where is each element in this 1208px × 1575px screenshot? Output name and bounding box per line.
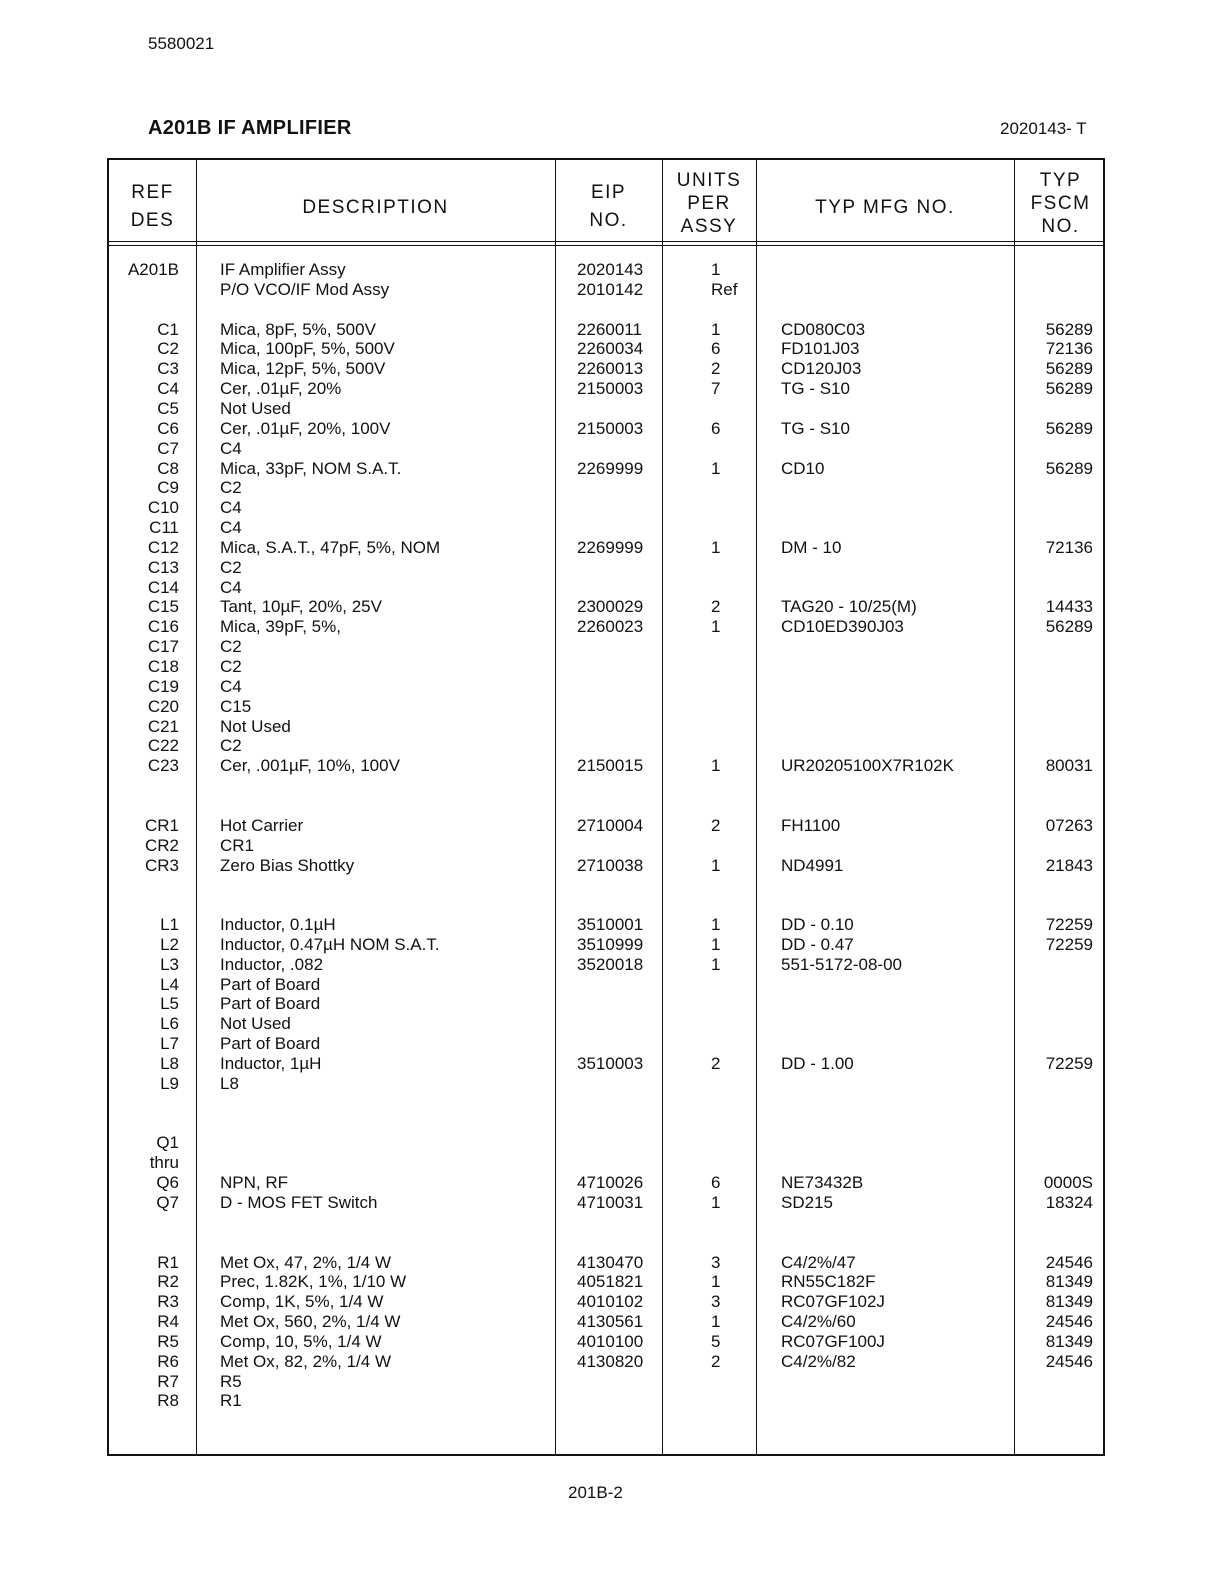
table-row [109, 399, 1103, 419]
cell-eip: 2260034 [577, 339, 644, 359]
page-title: A201B IF AMPLIFIER [148, 117, 352, 139]
cell-desc: C15 [220, 696, 252, 716]
cell-ref: C14 [147, 577, 179, 597]
cell-desc: Hot Carrier [220, 815, 304, 835]
cell-units: 1 [711, 458, 721, 478]
cell-fscm: 80031 [1045, 756, 1093, 776]
cell-desc: C2 [220, 657, 242, 676]
cell-fscm: 72259 [1045, 1054, 1093, 1073]
cell-ref: R6 [157, 1351, 179, 1371]
cell-ref: C15 [147, 597, 179, 617]
table-row [109, 1312, 1103, 1332]
cell-fscm: 24546 [1045, 1252, 1093, 1272]
cell-eip: 3510999 [577, 934, 644, 954]
cell-desc: Cer, .01µF, 20% [220, 379, 342, 399]
cell-mfg: FD101J03 [781, 339, 860, 359]
table-row [109, 379, 1103, 399]
cell-ref: L7 [160, 1034, 179, 1054]
cell-desc: Not Used [220, 398, 291, 418]
cell-fscm: 56289 [1045, 418, 1093, 438]
cell-fscm: 81349 [1045, 1292, 1093, 1312]
table-row [109, 816, 1103, 836]
cell-mfg: DD - 1.00 [781, 1054, 854, 1073]
table-row [109, 657, 1103, 677]
cell-fscm: 56289 [1045, 458, 1093, 478]
cell-ref: R4 [157, 1312, 179, 1332]
cell-ref: R3 [157, 1292, 179, 1312]
table-row [109, 339, 1103, 359]
cell-eip: 3520018 [577, 954, 644, 974]
cell-ref: C22 [147, 736, 179, 756]
table-row [109, 1272, 1103, 1292]
cell-desc: C4 [220, 577, 242, 597]
cell-ref: C1 [157, 319, 179, 339]
cell-mfg: C4/2%/60 [781, 1312, 856, 1332]
table-row [109, 459, 1103, 479]
table-row [109, 736, 1103, 756]
cell-units: 1 [711, 855, 721, 875]
page-number: 201B-2 [568, 1483, 623, 1502]
cell-mfg: CD10 [781, 458, 825, 478]
table-row [109, 617, 1103, 637]
table-row [109, 677, 1103, 697]
cell-ref: L8 [160, 1054, 179, 1073]
table-row [109, 637, 1103, 657]
cell-desc: Inductor, .082 [220, 954, 324, 974]
cell-ref: R1 [157, 1252, 179, 1272]
cell-units: 1 [711, 617, 721, 637]
table-row [109, 1372, 1103, 1392]
cell-desc: Met Ox, 82, 2%, 1/4 W [220, 1351, 392, 1371]
cell-ref: C20 [147, 696, 179, 716]
cell-units: 2 [711, 597, 721, 617]
assembly-part-number: 2020143- T [1000, 119, 1087, 138]
table-row [109, 518, 1103, 538]
cell-eip: 2150015 [577, 756, 644, 776]
cell-eip: 2260013 [577, 359, 644, 379]
table-row [109, 935, 1103, 955]
cell-eip: 4710026 [577, 1173, 644, 1193]
cell-desc: D - MOS FET Switch [220, 1192, 378, 1212]
cell-units: 3 [711, 1292, 721, 1312]
table-row [109, 717, 1103, 737]
header-typ-fscm-no: TYP FSCM NO. [1030, 170, 1091, 237]
cell-eip: 2710038 [577, 855, 644, 875]
cell-fscm: 24546 [1045, 1351, 1093, 1371]
cell-mfg: NE73432B [781, 1173, 864, 1193]
cell-units: 2 [711, 815, 721, 835]
cell-eip: 2269999 [577, 458, 644, 478]
table-row [109, 1173, 1103, 1193]
table-row [109, 915, 1103, 935]
cell-desc: Met Ox, 560, 2%, 1/4 W [220, 1312, 401, 1332]
cell-desc: Zero Bias Shottky [220, 855, 355, 875]
cell-ref: L2 [160, 934, 179, 954]
cell-units: 1 [711, 756, 721, 776]
cell-eip: 3510001 [577, 915, 644, 935]
cell-desc: R1 [220, 1391, 242, 1411]
cell-ref: C10 [147, 498, 179, 518]
cell-ref: C8 [157, 458, 179, 478]
cell-desc: IF Amplifier Assy [220, 260, 346, 279]
cell-ref: C5 [157, 398, 179, 418]
cell-desc: Part of Board [220, 994, 321, 1014]
cell-mfg: CD080C03 [781, 319, 866, 339]
cell-units: 1 [711, 1192, 721, 1212]
cell-desc: C4 [220, 518, 242, 538]
cell-units: 1 [711, 954, 721, 974]
cell-desc: P/O VCO/IF Mod Assy [220, 279, 390, 299]
cell-eip: 2010142 [577, 279, 644, 299]
cell-desc: Cer, .001µF, 10%, 100V [220, 756, 400, 776]
table-row [109, 320, 1103, 340]
cell-desc: Inductor, 1µH [220, 1054, 322, 1073]
cell-desc: Mica, S.A.T., 47pF, 5%, NOM [220, 537, 441, 557]
cell-fscm: 72136 [1045, 339, 1093, 359]
table-row [109, 856, 1103, 876]
cell-fscm: 07263 [1045, 815, 1093, 835]
cell-fscm: 56289 [1045, 379, 1093, 399]
cell-units: 2 [711, 1351, 721, 1371]
cell-eip: 2260011 [577, 319, 642, 339]
cell-desc: C4 [220, 676, 242, 696]
cell-desc: Inductor, 0.1µH [220, 915, 336, 935]
cell-ref: C3 [157, 359, 179, 379]
cell-ref: R7 [157, 1371, 179, 1391]
header-eip-no: EIP NO. [589, 182, 628, 231]
table-row [109, 1133, 1103, 1153]
cell-ref: C9 [157, 478, 179, 498]
table-row [109, 1292, 1103, 1312]
cell-mfg: CD10ED390J03 [781, 617, 904, 637]
table-row [109, 538, 1103, 558]
cell-fscm: 56289 [1045, 319, 1093, 339]
cell-desc: Prec, 1.82K, 1%, 1/10 W [220, 1272, 407, 1292]
cell-ref: C7 [157, 438, 179, 458]
cell-desc: Not Used [220, 1014, 291, 1034]
cell-ref: L1 [160, 915, 179, 935]
cell-eip: 4130820 [577, 1351, 644, 1371]
cell-desc: CR1 [220, 835, 255, 855]
header-divider [109, 241, 1103, 242]
cell-fscm: 72136 [1045, 537, 1093, 557]
cell-ref: C12 [147, 537, 179, 557]
cell-desc: Mica, 100pF, 5%, 500V [220, 339, 395, 359]
table-row [109, 1253, 1103, 1273]
cell-mfg: SD215 [781, 1192, 833, 1212]
cell-desc: C2 [220, 478, 242, 498]
cell-mfg: RC07GF102J [781, 1292, 885, 1312]
cell-fscm: 18324 [1045, 1192, 1093, 1212]
cell-desc: Tant, 10µF, 20%, 25V [220, 597, 382, 617]
cell-ref: L5 [160, 994, 179, 1014]
cell-eip: 3510003 [577, 1054, 644, 1073]
cell-ref: L4 [160, 974, 179, 994]
cell-desc: C4 [220, 498, 242, 518]
table-row [109, 439, 1103, 459]
cell-units: 3 [711, 1252, 721, 1272]
table-row [109, 260, 1103, 280]
cell-ref: L6 [160, 1014, 179, 1034]
cell-fscm: 21843 [1045, 855, 1093, 875]
table-row [109, 1332, 1103, 1352]
cell-desc: Mica, 33pF, NOM S.A.T. [220, 458, 402, 478]
cell-fscm: 56289 [1045, 359, 1093, 379]
cell-ref: C23 [147, 756, 179, 776]
cell-fscm: 72259 [1045, 934, 1093, 954]
cell-ref: C21 [147, 716, 179, 736]
cell-mfg: ND4991 [781, 855, 844, 875]
cell-units: 1 [711, 1312, 721, 1332]
table-row [109, 359, 1103, 379]
cell-mfg: TAG20 - 10/25(M) [781, 597, 917, 617]
cell-desc: Mica, 12pF, 5%, 500V [220, 359, 386, 379]
cell-mfg: DD - 0.47 [781, 934, 854, 954]
cell-desc: Comp, 10, 5%, 1/4 W [220, 1331, 382, 1351]
table-row [109, 756, 1103, 776]
cell-ref: C18 [147, 657, 179, 676]
cell-units: 1 [711, 915, 721, 935]
cell-desc: Cer, .01µF, 20%, 100V [220, 418, 391, 438]
cell-ref: CR3 [144, 855, 179, 875]
cell-eip: 4130561 [577, 1312, 644, 1332]
cell-desc: Not Used [220, 716, 291, 736]
cell-ref: C11 [149, 518, 179, 538]
table-row [109, 1014, 1103, 1034]
cell-fscm: 24546 [1045, 1312, 1093, 1332]
cell-mfg: RC07GF100J [781, 1331, 885, 1351]
cell-desc: Part of Board [220, 974, 321, 994]
cell-desc: C2 [220, 637, 242, 657]
table-row [109, 498, 1103, 518]
cell-ref: C2 [157, 339, 179, 359]
header-divider [109, 245, 1103, 246]
table-row [109, 836, 1103, 856]
table-row [109, 994, 1103, 1014]
cell-units: 2 [711, 1054, 721, 1073]
table-row [109, 1034, 1103, 1054]
cell-ref: CR2 [144, 835, 179, 855]
cell-mfg: RN55C182F [781, 1272, 876, 1292]
table-row [109, 1352, 1103, 1372]
cell-eip: 4130470 [577, 1252, 644, 1272]
cell-units: Ref [711, 279, 738, 299]
cell-fscm: 81349 [1045, 1272, 1093, 1292]
cell-units: 7 [711, 379, 721, 399]
cell-units: 6 [711, 418, 721, 438]
cell-desc: Comp, 1K, 5%, 1/4 W [220, 1292, 384, 1312]
cell-fscm: 56289 [1045, 617, 1093, 637]
cell-ref: C13 [147, 557, 179, 577]
cell-desc: C2 [220, 557, 242, 577]
cell-mfg: DM - 10 [781, 537, 842, 557]
cell-units: 6 [711, 1173, 721, 1193]
cell-desc: NPN, RF [220, 1173, 288, 1193]
table-row [109, 578, 1103, 598]
table-row [109, 597, 1103, 617]
table-row [109, 478, 1103, 498]
table-row [109, 1193, 1103, 1213]
cell-ref: C19 [147, 676, 179, 696]
table-row [109, 1054, 1103, 1074]
table-row [109, 697, 1103, 717]
cell-ref: C4 [157, 379, 179, 399]
cell-eip: 4051821 [577, 1272, 644, 1292]
document-number: 5580021 [148, 34, 215, 53]
cell-desc: Mica, 39pF, 5%, [220, 617, 341, 637]
cell-mfg: 551-5172-08-00 [781, 954, 902, 974]
header-units-per-assy: UNITS PER ASSY [676, 170, 742, 237]
cell-units: 2 [711, 359, 721, 379]
cell-eip: 2150003 [577, 418, 644, 438]
header-description: DESCRIPTION [302, 197, 449, 218]
cell-eip: 2020143 [577, 260, 644, 279]
header-typ-mfg-no: TYP MFG NO. [815, 197, 955, 218]
cell-mfg: C4/2%/82 [781, 1351, 856, 1371]
cell-eip: 2710004 [577, 815, 644, 835]
cell-units: 1 [711, 260, 721, 279]
cell-desc: C2 [220, 736, 242, 756]
cell-fscm: 72259 [1045, 915, 1093, 935]
cell-desc: Met Ox, 47, 2%, 1/4 W [220, 1252, 392, 1272]
cell-ref: L9 [160, 1073, 179, 1093]
table-row [109, 975, 1103, 995]
table-row [109, 1074, 1103, 1094]
cell-desc: Inductor, 0.47µH NOM S.A.T. [220, 934, 440, 954]
cell-fscm: 81349 [1045, 1331, 1093, 1351]
header-ref-des: REF DES [130, 182, 175, 231]
cell-desc: C4 [220, 438, 242, 458]
cell-units: 1 [711, 319, 721, 339]
cell-mfg: DD - 0.10 [781, 915, 854, 935]
cell-eip: 2260023 [577, 617, 644, 637]
cell-ref: C17 [147, 637, 179, 657]
cell-units: 1 [711, 1272, 721, 1292]
cell-ref: CR1 [144, 815, 179, 835]
cell-eip: 4010102 [577, 1292, 644, 1312]
table-row [109, 955, 1103, 975]
cell-ref: L3 [160, 954, 179, 974]
cell-ref: Q6 [156, 1173, 179, 1193]
table-row [109, 280, 1103, 300]
cell-desc: L8 [220, 1073, 239, 1093]
table-row [109, 1153, 1103, 1173]
cell-eip: 4010100 [577, 1331, 644, 1351]
cell-units: 6 [711, 339, 721, 359]
cell-eip: 2150003 [577, 379, 644, 399]
cell-desc: Part of Board [220, 1034, 321, 1054]
table-row [109, 558, 1103, 578]
cell-desc: Mica, 8pF, 5%, 500V [220, 319, 376, 339]
cell-mfg: FH1100 [781, 815, 841, 835]
cell-ref: C16 [147, 617, 179, 637]
cell-ref: R2 [157, 1272, 179, 1292]
cell-units: 5 [711, 1331, 721, 1351]
cell-fscm: 14433 [1045, 597, 1093, 617]
table-row [109, 419, 1103, 439]
cell-mfg: UR20205100X7R102K [781, 756, 954, 776]
cell-units: 1 [711, 537, 721, 557]
cell-ref: R5 [157, 1331, 179, 1351]
cell-desc: R5 [220, 1371, 242, 1391]
cell-units: 1 [711, 934, 721, 954]
cell-ref: thru [149, 1153, 179, 1173]
cell-mfg: CD120J03 [781, 359, 862, 379]
cell-ref: C6 [157, 418, 179, 438]
table-row [109, 1391, 1103, 1411]
cell-mfg: TG - S10 [781, 418, 850, 438]
cell-ref: Q7 [156, 1192, 179, 1212]
cell-mfg: TG - S10 [781, 379, 850, 399]
cell-mfg: C4/2%/47 [781, 1252, 856, 1272]
cell-eip: 2269999 [577, 537, 644, 557]
cell-ref: R8 [157, 1391, 179, 1411]
cell-ref: Q1 [156, 1133, 179, 1153]
cell-ref: A201B [127, 260, 179, 279]
cell-eip: 2300029 [577, 597, 644, 617]
cell-fscm: 0000S [1043, 1173, 1093, 1193]
parts-list-table [107, 158, 1105, 1456]
cell-eip: 4710031 [577, 1192, 644, 1212]
